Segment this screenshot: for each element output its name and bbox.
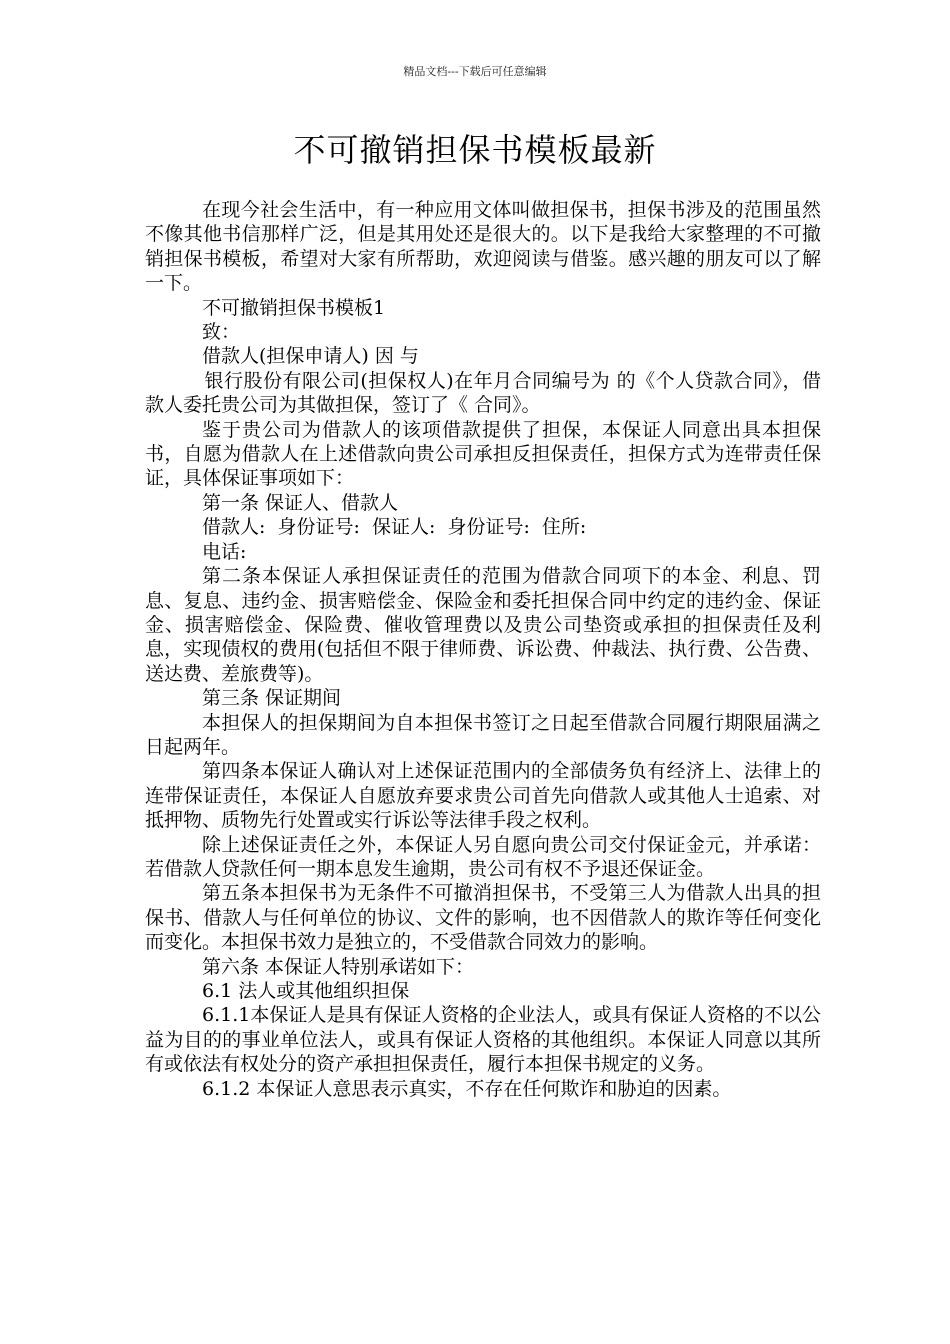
paragraph-guarantee-statement: 鉴于贵公司为借款人的该项借款提供了担保，本保证人同意出具本担保书，自愿为借款人在上述借款向贵公司承担反担保责任，担保方式为连带责任保证，具体保证事项如下： — [145, 418, 821, 490]
paragraph-deposit: 除上述保证责任之外，本保证人另自愿向贵公司交付保证金元，并承诺：若借款人贷款任何一期本息发生逾期，贵公司有权不予退还保证金。 — [145, 833, 821, 880]
paragraph-section-6-1-2: 6.1.2 本保证人意思表示真实，不存在任何欺诈和胁迫的因素。 — [202, 1077, 732, 1100]
paragraph-article-2: 第二条本保证人承担保证责任的范围为借款合同项下的本金、利息、罚息、复息、违约金、损害赔偿金、保险金和委托担保合同中约定的违约金、保证金、损害赔偿金、保险费、催收管理费以及贵公司垫资或承担的担保责任及利息，实现债权的费用(包括但不限于律师费、诉讼费、仲裁法、执行费、公告费、送达费、差旅费等)。 — [145, 565, 821, 685]
paragraph-salutation: 致： — [202, 321, 241, 344]
paragraph-borrower: 借款人(担保申请人) 因 与 — [202, 345, 419, 368]
paragraph-article-4: 第四条本保证人确认对上述保证范围内的全部债务负有经济上、法律上的连带保证责任，本保证人自愿放弃要求贵公司首先向借款人或其他人士追索、对抵押物、质物先行处置或实行诉讼等法律手段之权利。 — [145, 760, 821, 832]
document-title: 不可撤销担保书模板最新 — [293, 131, 657, 169]
paragraph-bank: 银行股份有限公司(担保权人)在年月合同编号为 的《个人贷款合同》，借款人委托贵公司为其做担保，签订了《 合同》。 — [145, 369, 821, 417]
document-body — [145, 198, 821, 1101]
paragraph-phone-field: 电话: — [202, 540, 247, 563]
paragraph-article-5: 第五条本担保书为无条件不可撤消担保书，不受第三人为借款人出具的担保书、借款人与任何单位的协议、文件的影响，也不因借款人的欺诈等任何变化而变化。本担保书效力是独立的，不受借款合同效力的影响。 — [145, 882, 821, 954]
paragraph-template-heading: 不可撤销担保书模板1 — [202, 296, 386, 319]
paragraph-article-3: 第三条 保证期间 — [202, 687, 342, 710]
paragraph-article-1: 第一条 保证人、借款人 — [202, 491, 399, 514]
page-header: 精品文档---下载后可任意编辑 — [403, 65, 547, 78]
paragraph-article-6: 第六条 本保证人特别承诺如下： — [202, 955, 475, 978]
paragraph-guarantee-period: 本担保人的担保期间为自本担保书签订之日起至借款合同履行期限届满之日起两年。 — [145, 711, 821, 758]
paragraph-section-6-1-1: 6.1.1本保证人是具有保证人资格的企业法人，或具有保证人资格的不以公益为目的的事业单位法人，或具有保证人资格的其他组织。本保证人同意以其所有或依法有权处分的资产承担担保责任，履行本担保书规定的义务。 — [145, 1004, 821, 1076]
paragraph-section-6-1: 6.1 法人或其他组织担保 — [202, 980, 410, 1002]
paragraph-intro: 在现今社会生活中，有一种应用文体叫做担保书，担保书涉及的范围虽然不像其他书信那样广泛，但是其用处还是很大的。以下是我给大家整理的不可撤销担保书模板，希望对大家有所帮助，欢迎阅读与借鉴。感兴趣的朋友可以了解一下。 — [145, 199, 821, 295]
paragraph-party-fields: 借款人: 身份证号: 保证人: 身份证号: 住所: — [202, 516, 587, 539]
